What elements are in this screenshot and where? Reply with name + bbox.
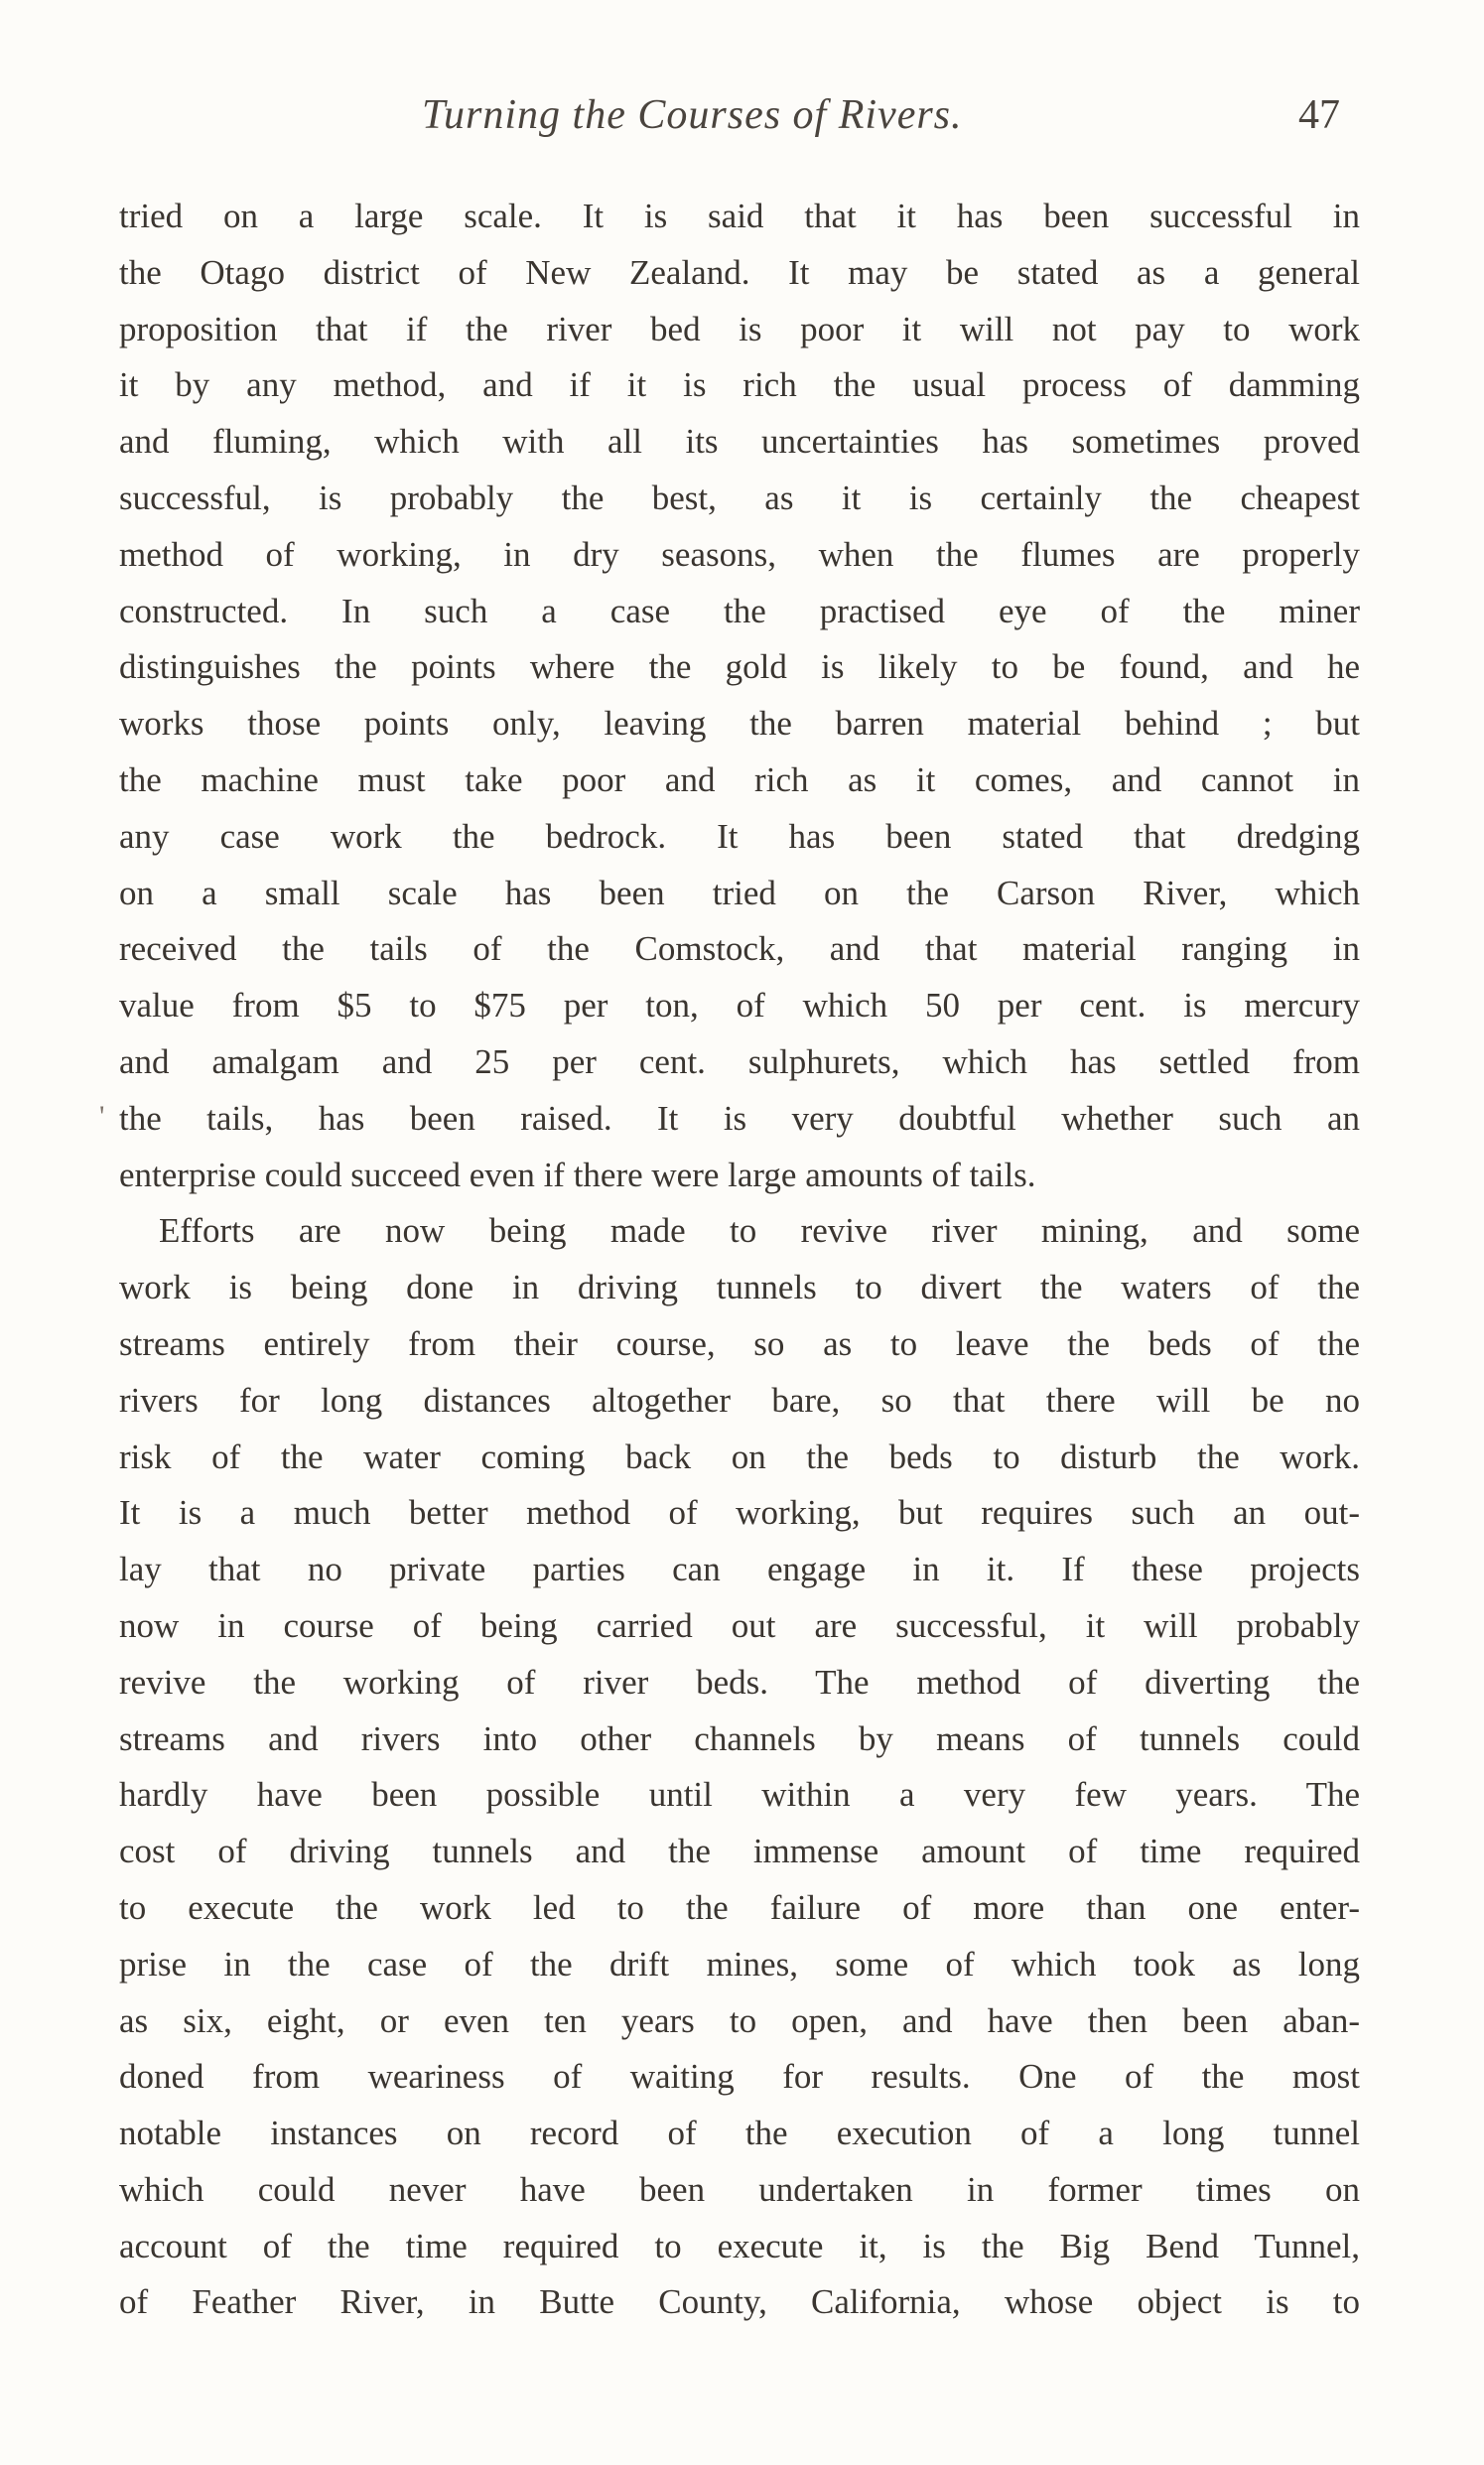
text-line: doned from weariness of waiting for results. One of the most — [119, 2057, 1360, 2097]
text-line: streams entirely from their course, so as to leave the beds of the — [119, 1323, 1360, 1363]
text-line: on a small scale has been tried on the Carson River, which — [119, 873, 1360, 912]
text-line: as six, eight, or even ten years to open, and have then been aban- — [119, 2000, 1360, 2040]
page-header — [119, 91, 1340, 161]
running-title: Turning the Courses of Rivers. — [422, 92, 963, 138]
text-line: hardly have been possible until within a very few years. The — [119, 1775, 1360, 1815]
text-line: distinguishes the points where the gold is likely to be found, and he — [119, 647, 1360, 687]
text-line: rivers for long distances altogether bare, so that there will be no — [119, 1380, 1360, 1420]
text-line: constructed. In such a case the practised eye of the miner — [119, 591, 1360, 630]
text-line: received the tails of the Comstock, and that material ranging in — [119, 929, 1360, 969]
text-line: of Feather River, in Butte County, California, whose object is to — [119, 2282, 1360, 2322]
text-line: notable instances on record of the execution of a long tunnel — [119, 2114, 1360, 2153]
margin-mark: ' — [99, 1100, 105, 1133]
text-line: tried on a large scale. It is said that it has been successful in — [119, 197, 1360, 235]
text-line: It is a much better method of working, but requires such an out- — [119, 1493, 1360, 1533]
text-line: prise in the case of the drift mines, some of which took as long — [119, 1944, 1360, 1984]
text-line: streams and rivers into other channels by means of tunnels could — [119, 1718, 1360, 1758]
text-line: the machine must take poor and rich as it comes, and cannot in — [119, 759, 1360, 799]
text-line: now in course of being carried out are successful, it will probably — [119, 1605, 1360, 1645]
text-line: enterprise could succeed even if there were large amounts of tails. — [119, 1155, 1036, 1194]
body-text — [119, 189, 1360, 2331]
text-line: method of working, in dry seasons, when the flumes are properly — [119, 534, 1360, 574]
text-line: to execute the work led to the failure of more than one enter- — [119, 1887, 1360, 1927]
text-line: value from $5 to $75 per ton, of which 50 per cent. is mercury — [119, 986, 1360, 1026]
text-line: cost of driving tunnels and the immense amount of time required — [119, 1832, 1360, 1871]
text-line: revive the working of river beds. The method of diverting the — [119, 1662, 1360, 1702]
text-line: the Otago district of New Zealand. It may be stated as a general — [119, 252, 1360, 292]
text-line: and amalgam and 25 per cent. sulphurets, which has settled from — [119, 1041, 1360, 1081]
text-line: the tails, has been raised. It is very doubtful whether such an — [119, 1098, 1360, 1138]
text-line: work is being done in driving tunnels to divert the waters of the — [119, 1268, 1360, 1307]
text-line: which could never have been undertaken in former times on — [119, 2169, 1360, 2209]
text-line-paragraph-start: Efforts are now being made to revive river mining, and some — [159, 1211, 1360, 1251]
text-line: proposition that if the river bed is poor it will not pay to work — [119, 309, 1360, 348]
text-line: account of the time required to execute it, is the Big Bend Tunnel, — [119, 2226, 1360, 2265]
text-line: works those points only, leaving the barren material behind ; but — [119, 704, 1360, 744]
text-line: it by any method, and if it is rich the usual process of damming — [119, 365, 1360, 405]
text-line: risk of the water coming back on the beds to disturb the work. — [119, 1437, 1360, 1476]
text-line: any case work the bedrock. It has been stated that dredging — [119, 816, 1360, 856]
text-line: lay that no private parties can engage in it. If these projects — [119, 1550, 1360, 1589]
page-number: 47 — [1298, 92, 1340, 138]
text-line: and fluming, which with all its uncertainties has sometimes proved — [119, 422, 1360, 462]
text-line: successful, is probably the best, as it is certainly the cheapest — [119, 478, 1360, 517]
